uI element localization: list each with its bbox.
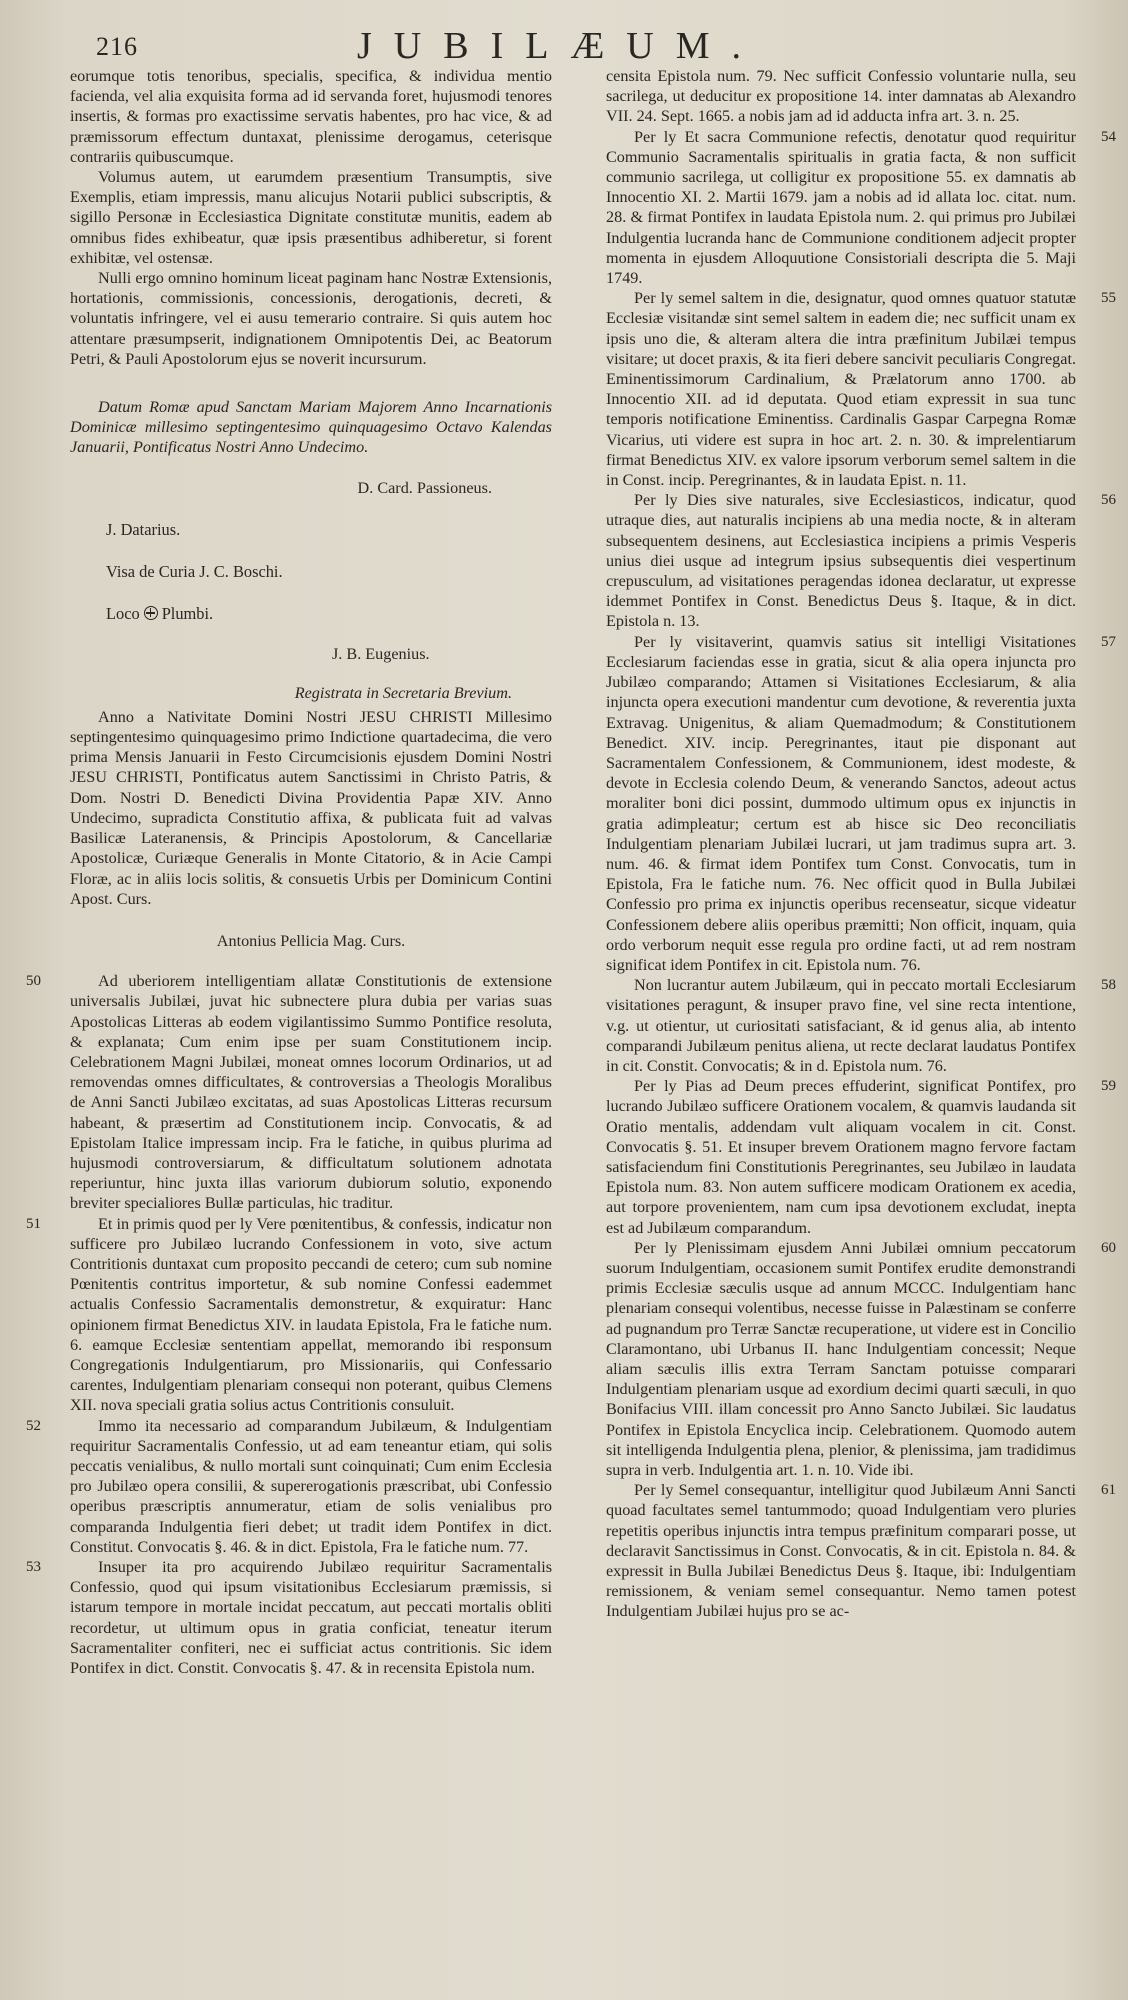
dating-clause: Datum Romæ apud Sanctam Mariam Majorem Anno Incarnationis Dominicæ millesimo septingentesimo quinquagesimo Octavo Kalendas Januarii, Pontificatus Nostri Anno Undecimo. [70, 398, 552, 457]
marginal-number: 52 [26, 1417, 41, 1434]
marginal-number: 61 [1101, 1482, 1116, 1499]
running-title: JUBILÆUM. [357, 25, 763, 67]
numbered-paragraph [606, 1480, 1116, 1621]
numbered-paragraph [26, 971, 552, 1213]
paragraph-text: Per ly Pias ad Deum preces effuderint, significat Pontifex, pro lucrando Jubilæo sufficere Orationem vocalem, & quamvis laudanda sit Oratio mentalis, addendam vult aliquam vocalem in cit. Const. Convocatis §. 51. Et insuper brevem Orationem magno fervore factam satisfaciendum fini Constitutionis Peregrinantes, seu Jubilæo in laudata Epistola num. 83. Non autem sufficere modicam Orationem ex acedia, aut torpore provenientem, nam cum ipsa devotionem excludat, inepta est ad Jubilæum comparandum. [606, 1077, 1076, 1237]
numbered-paragraph [606, 975, 1116, 1076]
registration-note: Registrata in Secretaria Brevium. [294, 683, 512, 702]
plumbi-label: Plumbi. [161, 604, 214, 624]
paragraph: Volumus autem, ut earumdem præsentium Transumptis, sive Exemplis, etiam impressis, manu alicujus Notarii publici subscriptis, & sigillo Personæ in Ecclesiastica Dignitate constitutæ munitis, eadem ab omnibus fides exhibeatur, quæ ipsis præsentibus adhiberetur, si forent exhibitæ, vel ostensæ. [70, 168, 552, 267]
numbered-paragraph [606, 632, 1116, 975]
marginal-number: 60 [1101, 1239, 1116, 1256]
paragraph-text: Insuper ita pro acquirendo Jubilæo requiritur Sacramentalis Confessio, quod qui ipsum visitationibus Ecclesiarum præmissis, si istarum tempore in mortale incidat peccatum, aut peccati mortalis obliti recordetur, ut ultimum opus in gratia conficiat, teneatur iterum Sacramentaliter confiteri, nec ei sufficiat actus contritionis. Sic idem Pontifex in dict. Constit. Convocatis §. 47. & in recensita Epistola num. [70, 1558, 552, 1678]
signature-datarius: J. Datarius. [106, 519, 181, 539]
paragraph-text: Per ly visitaverint, quamvis satius sit intelligi Visitationes Ecclesiarum faciendas esse in gratia, sicut & alia opera injuncta pro Jubilæo comparando; Attamen si Visitationes Ecclesiarum, & alia injuncta opera executioni mandentur cum devotione, & reverentia juxta Extravag. Unigenitus, & aliam Quemadmodum; & Constitutionem Benedict. XIV. incip. Peregrinantes, itaut pie disponant aut Sacramentalem Confessionem, & Communionem, idest modeste, & devote in Ecclesia colendo Deum, & venerando Sanctos, adeout actus moraliter boni dici possint, dummodo ultimum opus ex injunctis in gratia adimpleatur; certum est ab hisce sic Deo reconciliatis Indulgentiam plenariam Jubilæi lucrari, ut jam tradimus supra art. 3. num. 46. & firmat idem Pontifex tum Const. Convocatis, tum in Epistola, Fra le fatiche num. 76. Nec officit quod in Bulla Jubilæi Confessio pro prima ex injunctis operibus recenseatur, sicque videatur Confessionem debere aliis operibus præmitti; Non officit, inquam, quia ordo verborum nequit esse regula pro ordine facti, ut ad rem nostram significat idem Pontifex in cit. Epistola num. 76. [606, 632, 1076, 974]
left-column [26, 66, 552, 1678]
cursor-signature: Antonius Pellicia Mag. Curs. [216, 931, 406, 950]
marginal-number: 57 [1101, 633, 1116, 650]
paragraph-text: Immo ita necessario ad comparandum Jubilæum, & Indulgentiam requiritur Sacramentalis Confessio, ut ad eam teneantur etiam, qui solis peccatis venialibus, & nullo mortali sunt coinquinati; Cum enim Ecclesia pro Jubilæo opera consilii, & supererogationis præscribat, ubi Confessio operibus præscriptis annumeratur, etiam de solis venialibus pro comparanda Indulgentia fieri debet; ut tradit idem Pontifex in dict. Constitut. Convocatis §. 46. & in dict. Epistola, Fra le fatiche num. 77. [70, 1416, 552, 1556]
right-column [606, 66, 1116, 1622]
marginal-number: 50 [26, 973, 41, 990]
marginal-number: 51 [26, 1215, 41, 1232]
numbered-paragraph [26, 1214, 552, 1416]
paragraph-text: Per ly semel saltem in die, designatur, quod omnes quatuor statutæ Ecclesiæ visitandæ sint semel saltem in eadem die; nec sufficit unam ex ipsis uno die, & alteram altera die intra præfinitum Jubilæi tempus visitare; ut docet praxis, & ita fieri debere sancivit peculiaris Congregat. Eminentissimorum Cardinalium, & Prælatorum anno 1700. ab Innocentio XII. ad id deputata. Quod etiam expressit in sua tunc temporis notificatione Eminentiss. Cardinalis Gaspar Carpegna Romæ Vicarius, uti videre est supra in hoc art. 2. n. 30. & imprelentiarum firmat Benedictus XIV. ex valore ipsorum verborum semel saltem in die in Const. incip. Peregrinantes, & in laudata Epist. n. 11. [606, 289, 1076, 490]
marginal-number: 58 [1101, 977, 1116, 994]
paragraph-text: Non lucrantur autem Jubilæum, qui in peccato mortali Ecclesiarum visitationes peragunt, & insuper pravo fine, vel sine recta intentione, v.g. ut otientur, ut curiositati satisfaciant, & id genus alia, ab intento comparandi Jubilæum penitus aliena, ut recte declarat laudatus Pontifex in cit. Constit. Convocatis; & in d. Epistola num. 76. [606, 976, 1076, 1075]
signature-loco-plumbi [70, 604, 552, 624]
numbered-paragraph [606, 1076, 1116, 1238]
paragraph: censita Epistola num. 79. Nec sufficit Confessio voluntarie nulla, seu sacrilega, ut deducitur ex propositione 14. inter damnatas ab Alexandro VII. 24. Sept. 1665. a nobis jam ad id adducta infra art. 3. n. 25. [606, 67, 1076, 126]
marginal-number: 54 [1101, 128, 1116, 145]
numbered-paragraph [606, 127, 1116, 289]
numbered-paragraph [26, 1416, 552, 1557]
signature-visa: Visa de Curia J. C. Boschi. [106, 562, 283, 582]
paragraph: Nulli ergo omnino hominum liceat paginam hanc Nostræ Extensionis, hortationis, commissionis, concessionis, derogationis, decreti, & voluntatis infringere, vel ei ausu temerario contraire. Si quis autem hoc attentare præsumpserit, indignationem Omnipotentis Dei, ac Beatorum Petri, & Pauli Apostolorum ejus se noverit incursurum. [70, 269, 552, 368]
paragraph-text: Per ly Et sacra Communione refectis, denotatur quod requiritur Communio Sacramentalis spiritualis in gratia facta, & non sufficit communio sacrilega, ut colligitur ex propositione 55. ex damnatis ab Innocentio XI. 2. Martii 1679. jam a nobis ad id allata loc. citat. num. 28. & firmat Pontifex in laudata Epistola num. 2. qui primus pro Jubilæi Indulgentia lucranda hanc de Communione conditionem adjecit propter momenta in ejusdem Alloquutione Consistoriali descripta die 5. Maji 1749. [606, 127, 1076, 288]
paragraph-text: Et in primis quod per ly Vere pœnitentibus, & confessis, indicatur non sufficere pro Jubilæo lucrando Confessionem in voto, sive actum Contritionis duntaxat cum proposito peccandi de cetero; cum sub nomine Pœnitentis contritus importetur, & sub nomine Confessi eademmet actualis Confessio Sacramentalis demonstretur, & exquiratur: Hanc opinionem firmat Benedictus XIV. in laudata Epistola, Fra le fatiche num. 6. eamque Ecclesiæ sententiam appellat, memorando ibi responsum Congregationis Indulgentiarum, pro Missionariis, qui Confessario carentes, Indulgentiam plenariam consequi non poterant, quibus Clemens XII. nova speciali gratia solius actus Contritionis consuluit. [70, 1214, 552, 1415]
signature-cardinal: D. Card. Passioneus. [357, 478, 492, 497]
paragraph-text: Per ly Semel consequantur, intelligitur quod Jubilæum Anni Sancti quoad facultates semel tantummodo; quoad Indulgentiam vero pluries repetitis operibus injunctis intra tempus præfinitum comparari posse, ut declaravit Sanctissimus in Const. Convocatis, & in cit. Epistola n. 84. & expressit in Bulla Jubilæi Benedictus Deus §. Itaque, ibi: Indulgentiam remissionem, & veniam semel consequantur. Nemo tamen potest Indulgentiam Jubilæi hujus pro se ac- [606, 1481, 1076, 1621]
publication-paragraph: Anno a Nativitate Domini Nostri JESU CHRISTI Millesimo septingentesimo quinquagesimo primo Indictione quartadecima, die vero prima Mensis Januarii in Festo Circumcisionis ejusdem Domini Nostri JESU CHRISTI, Pontificatus autem Sanctissimi in Christo Patris, & Dom. Nostri D. Benedicti Divina Providentia Papæ XIV. Anno Undecimo, supradicta Constitutio affixa, & publicata fuit ad valvas Basilicæ Lateranensis, & Principis Apostolorum, & Cancellariæ Apostolicæ, Curiæque Generalis in Monte Citatorio, & in Acie Campi Floræ, ac in aliis locis solitis, & consuetis Urbis per Dominicum Contini Apost. Curs. [70, 707, 552, 908]
paragraph-text: Per ly Dies sive naturales, sive Ecclesiasticos, indicatur, quod utraque dies, aut naturalis incipiens ab una media nocte, & in alteram subsequentem desinens, aut Ecclesiastica incipiens a primis Vesperis unius diei usque ad integrum ipsius subsequentis diei vespertinum crepusculum, ad visitationes peragendas idonea declaratur, ut expresse idemmet Pontifex in Const. Benedictus Deus §. Itaque, & in dict. Epistola n. 13. [606, 491, 1076, 631]
paragraph-text: Per ly Plenissimam ejusdem Anni Jubilæi omnium peccatorum suorum Indulgentiam, occasionem sumit Pontifex erudite demonstrandi primis Ecclesiæ sæculis usque ad annum MCCC. Indulgentiam hanc plenariam consequi volentibus, necesse fuisse in Palæstinam se conferre ad pugnandum pro Terræ Sanctæ recuperatione, ut videre est in Concilio Claramontano, ubi Urbanus II. hanc Indulgentiam concessit; Neque aliam sæculis illis extra Terram Sanctam potuisse comparari Indulgentiam plenariam usque ad exordium decimi quarti sæculi, in quo Bonifacius VIII. illam concessit pro Anno Sancto Jubilæi. Sic laudatus Pontifex in Epistola Encyclica incip. Celebrationem. Quomodo autem sit intelligenda Indulgentia plena, plenior, & plenissima, jam tradidimus supra in verb. Indulgentia art. 1. n. 10. Vide ibi. [606, 1238, 1076, 1480]
numbered-paragraph [606, 490, 1116, 631]
marginal-number: 56 [1101, 492, 1116, 509]
page-header [0, 22, 1128, 66]
paragraph: eorumque totis tenoribus, specialis, specifica, & individua mentio facienda, vel alia exquisita forma ad id servanda foret, hujusmodi tenores insertis, & formas pro exactissime servatis habentes, pro hac vice, & ad præmissorum effectum duntaxat, plenissime derogamus, ceterisque contrariis quibuscumque. [70, 67, 552, 166]
marginal-number: 53 [26, 1559, 41, 1575]
paragraph-text: Ad uberiorem intelligentiam allatæ Constitutionis de extensione universalis Jubilæi, juvat hic subnectere plura dubia per varias suas Apostolicas Litteras ab eodem vigilantissimo Summo Pontifice resoluta, & explanata; Cum enim ipse per suam Constitutionem incip. Celebrationem Magni Jubilæi, moneat omnes locorum Ordinarios, ut ad removendas omnes difficultates, & controversias a Theologis Moralibus de Anni Sancti Jubilæo excitatas, ad suas Apostolicas Litteras recursum habeant, & præsertim ad Constitutionem incip. Convocatis, & ad Epistolam Italice impressam incip. Fra le fatiche, in quibus plurima ad hujusmodi controversiarum, & difficultatum solutionem adnotata reperiuntur, hinc juxta illas variorum dubiorum solutio, exponendo breviter specialiores Bullæ particulas, hic traditur. [70, 972, 552, 1213]
numbered-paragraph [606, 1238, 1116, 1480]
marginal-number: 55 [1101, 290, 1116, 307]
numbered-paragraph [606, 288, 1116, 490]
marginal-number: 59 [1101, 1078, 1116, 1095]
cross-seal-icon [144, 606, 158, 620]
loco-label: Loco [106, 604, 140, 624]
numbered-paragraph [26, 1557, 552, 1678]
signature-eugenius: J. B. Eugenius. [332, 645, 430, 664]
page-number: 216 [96, 32, 138, 61]
